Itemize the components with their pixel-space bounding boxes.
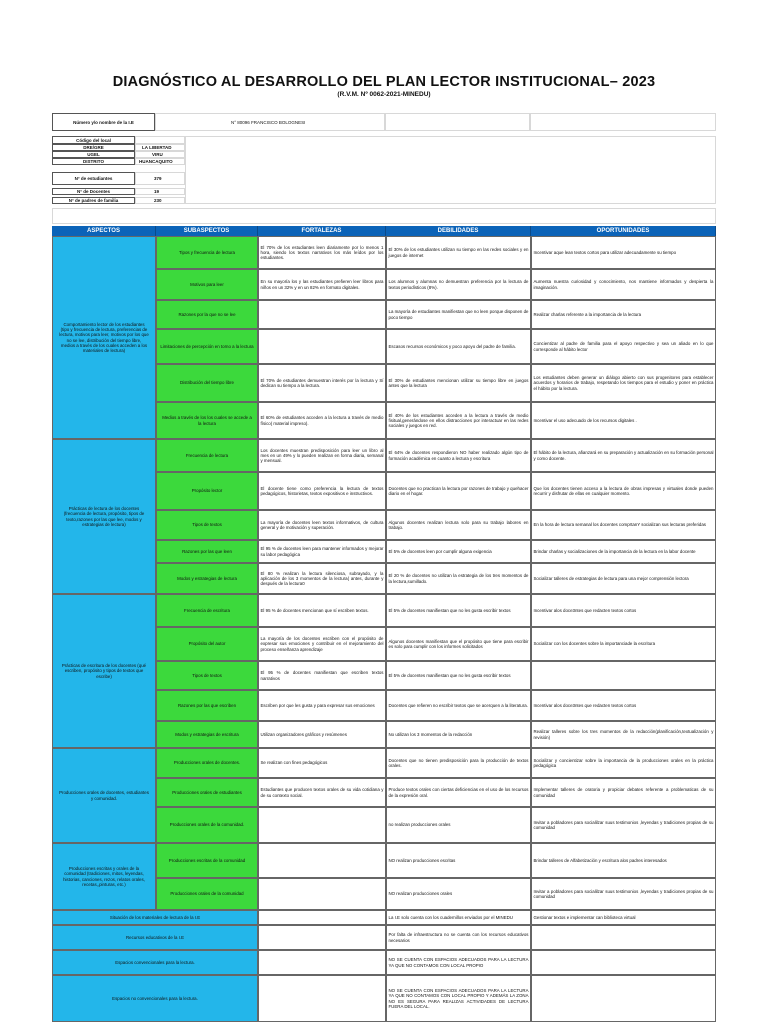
subaspect-cell: Frecuencia de escritura: [156, 594, 258, 627]
oportunidad-cell: Brindar charlas y socializaciones de la importancia de la lectura en la labor docente: [531, 540, 716, 563]
oportunidad-cell: Invitar a pobladores para socialilzar suus testimonios ,leyendas y tradiciones propias de su comunidad: [531, 807, 716, 843]
fortaleza-cell: [258, 300, 386, 329]
fortaleza-cell: El 80 % realizan la lectura silenciosa, subrayado, y la aplicación de los 3 momentos de la lectura( antes, durante y después de la lectura0: [258, 563, 386, 594]
fortaleza-cell: [258, 975, 386, 1022]
fortaleza-cell: El 60% de estudiantes acceden a la lectura a través de medio físico( material impreso).: [258, 402, 386, 439]
padres-label: N° de padres de familia: [52, 197, 135, 204]
oportunidad-cell: Gestionar textos e implementar can biblioteca virtual: [531, 910, 716, 925]
fortaleza-cell: [258, 807, 386, 843]
oportunidad-cell: Concientizar al padre de familia para el apoyo respectivo y sea un aliado en lo que corresponde al hábito lector: [531, 329, 716, 364]
header-debilidades: DEBILIDADES: [386, 226, 531, 236]
dre-value: LA LIBERTAD: [135, 144, 185, 151]
debilidad-cell: El 64% de docentes respondieron NO haber realizado algún tipo de formación académica en cuanto a lectura y escritura: [386, 439, 531, 472]
debilidad-cell: La mayoría de estudiantes manifiestan que no leen porque disponen de poco tiempo: [386, 300, 531, 329]
debilidad-cell: El 5% de docentes manifiestan que no les gusta escribir textos: [386, 594, 531, 627]
debilidad-cell: NO SE CUENTA CON ESPACIOS ADECUADOS PARA LA LECTURA YA QUE NO CONTAMOS CON LOCAL PROPIO Y ADEMÁS LA ZONA NO ES SEGURA PARA REALIZAS ACTIVIDADES DE LECTURA FUERA DEL LOCAL.: [386, 975, 531, 1022]
fortaleza-cell: [258, 843, 386, 878]
debilidad-cell: Por falta de infraestructura no se cuenta con los recursos educativos necesarios: [386, 925, 531, 950]
wide-aspect-cell: Recursos educativos de la I.E: [52, 925, 258, 950]
subaspect-cell: Frecuencia de lectura: [156, 439, 258, 472]
distrito-value: HUANCAQUITO: [135, 158, 185, 165]
dre-label: DRE/GRE: [52, 144, 135, 151]
ugel-value: VIRU: [135, 151, 185, 158]
debilidad-cell: El 40% de los estudiantes acceden a la lectura a través de medio fisitual,generándose en ellos distracciones por interactuar en las redes sociales y juegos en red.: [386, 402, 531, 439]
docentes-label: N° de Docentes: [52, 188, 135, 195]
oportunidad-cell: Invitar a pobladores para socialilzar suus testimonios ,leyendas y tradiciones propias de su comunidad: [531, 878, 716, 910]
debilidad-cell: El 5% de docentes leen por cumplir alguna exigencia: [386, 540, 531, 563]
subaspect-cell: Limitaciones de percepción en torno a la lectura: [156, 329, 258, 364]
document-subtitle: (R.V.M. Nº 0062-2021-MINEDU): [337, 91, 431, 98]
debilidad-cell: Algunos docentes manifiestan que el propósito que tiene para escribir es solo para cumplir con los informes solicitados: [386, 627, 531, 661]
oportunidad-cell: [531, 925, 716, 950]
subaspect-cell: Razones por las que leen: [156, 540, 258, 563]
subaspect-cell: Producciones escritas de la comunidad: [156, 843, 258, 878]
debilidad-cell: Docentes que refieren no escribir textos que se acerquen a la literatura.: [386, 690, 531, 721]
oportunidad-cell: Incentivar alos doce3ntes que redacten textos cortos: [531, 594, 716, 627]
debilidad-cell: NO realizan producciones orales: [386, 878, 531, 910]
oportunidad-cell: [531, 950, 716, 975]
fortaleza-cell: Se realizan con fines pedagógicos: [258, 748, 386, 778]
oportunidad-cell: Implementar talleres de oratoria y propiciar debates referente a problematicas de su comunidad: [531, 778, 716, 807]
aspect-cell: Producciones escritas y orales de la comunidad (tradiciones, mitos, leyendas, historias, canciones, rezos, relatos orales, recetas,,pinturas, etc.): [52, 843, 156, 910]
fortaleza-cell: La mayoría de los docentes escriben con el propósito de expresar sus emociones y contribuir en el mejoramiento del proceso enseñanza aprendizaje: [258, 627, 386, 661]
header-subaspectos: SUBASPECTOS: [156, 226, 258, 236]
header-oportunidades: OPORTUNIDADES: [531, 226, 716, 236]
oportunidad-cell: El hábito de la lectura, afianzará en su preparación y actualización en su formación personal y como docente.: [531, 439, 716, 472]
ugel-label: UGEL: [52, 151, 135, 158]
wide-aspect-cell: Espacios no convencionales para la lectura.: [52, 975, 258, 1022]
debilidad-cell: El 30% de los estudiantes utilizan su tiempo en las redes sociales y en juegos de internet: [386, 236, 531, 269]
estudiantes-value: 379: [135, 172, 185, 185]
debilidad-cell: Algunos docentes realizan lectura solo para su trabajo labores en trabajo.: [386, 510, 531, 540]
subaspect-cell: Motivos para leer: [156, 269, 258, 300]
header-fortalezas: FORTALEZAS: [258, 226, 386, 236]
debilidad-cell: El 30% de estudiantes mencionan utilizar su tiempo libre en juegos antes que la lectura: [386, 364, 531, 402]
ie-value: N° 80096 FRANCISCO BOLOGNESI: [155, 113, 385, 131]
subaspect-cell: Producciones orales de estudiantes: [156, 778, 258, 807]
debilidad-cell: El 20 % de docentes no utilizan la estrategia de los tres momentos de la lectura,sumillado.: [386, 563, 531, 594]
subaspect-cell: Modos y estrategias de escritura: [156, 721, 258, 748]
debilidad-cell: No utilizan los 3 momentos de la redacción: [386, 721, 531, 748]
wide-aspect-cell: Espacios convencionales para la lectura.: [52, 950, 258, 975]
fortaleza-cell: [258, 910, 386, 925]
subaspect-cell: Producciones orales de la comunidad.: [156, 807, 258, 843]
subaspect-cell: Tipos de textos: [156, 510, 258, 540]
fortaleza-cell: En su mayoría los y las estudiantes prefieren leer libros para niños en un 32% y en un 82% en formato digitales.: [258, 269, 386, 300]
wide-aspect-cell: Situación de los materiales de lectura de la I.E: [52, 910, 258, 925]
subaspect-cell: Propósito lector: [156, 472, 258, 510]
subaspect-cell: Producciones orales de la comunidad: [156, 878, 258, 910]
aspect-cell: Prácticas de escritura de los docentes (qué escriben, propósito y tipos de textos que escribe): [52, 594, 156, 748]
debilidad-cell: La I.E solo cuenta con los cuadernillos enviados por el MINEDU: [386, 910, 531, 925]
fortaleza-cell: El 95 % de docentes leen para mantener informados y mejorar su labor pedagógica: [258, 540, 386, 563]
subaspect-cell: Modos y estrategias de lectura: [156, 563, 258, 594]
fortaleza-cell: El docente tiene como preferencia la lectura de textos pedagógicos, historietas, textos expositivos e instructivos.: [258, 472, 386, 510]
oportunidad-cell: Incentivar el uso adecuado de los recursos digitales .: [531, 402, 716, 439]
debilidad-cell: NO SE CUENTA CON ESPACIOS ADECUADOS PARA LA LECTURA YA QUE NO CONTAMOS CON LOCAL PROPIO: [386, 950, 531, 975]
estudiantes-label: N° de estudiantes: [52, 172, 135, 185]
info-empty-grid: [185, 136, 716, 204]
oportunidad-cell: En la hora de lectura semanal los docentes comprtanY socializan sus lecturas preferidas: [531, 510, 716, 540]
oportunidad-cell: Incentivar alos doce3ntes que redacten textos cortos: [531, 690, 716, 721]
debilidad-cell: Escasos recursos económicos y poco apoyo del padre de familia.: [386, 329, 531, 364]
aspect-cell: Producciones orales de docentes, estudiantes y comunidad.: [52, 748, 156, 843]
aspect-cell: Comportamiento lector de los estudiantes (tipo y frecuencia de lectura, preferencias de lectura, motivos para leer, motivos por los que no se lee, distribución del tiempo libre, medios a través de los cuales acceden a los materiales de lectura): [52, 236, 156, 439]
fortaleza-cell: La mayoría de docentes leen textos informativos, de cultura general y de motivación y superación.: [258, 510, 386, 540]
subaspect-cell: Distribución del tiempo libre: [156, 364, 258, 402]
subaspect-cell: Tipos y frecuencia de lectura: [156, 236, 258, 269]
debilidad-cell: Docentes que no tienen predisposición para la producción de textos orales.: [386, 748, 531, 778]
local-value: [135, 136, 185, 144]
ie-label: Número y/o nombre de la I.E: [52, 113, 155, 131]
subaspect-cell: Tipos de textos: [156, 661, 258, 690]
subaspect-cell: Razones por las que escriben: [156, 690, 258, 721]
oportunidad-cell: Que los docentes tienen acceso a la lectura de obras impresas y virtuales donde pueden recurrir y disfrutar de ellas en cualquier momento.: [531, 472, 716, 510]
aspect-cell: Prácticas de lectura de los docentes (frecuencia de lectura, propósito, tipos de texto,razones por las que lee, modos y estrategias de lectura): [52, 439, 156, 594]
fortaleza-cell: El 95 % de docentes mencionan que sí escriben textos.: [258, 594, 386, 627]
local-label: Código del local: [52, 136, 135, 144]
oportunidad-cell: Los estudiantes deben generar un diálogo abierto con sus progenitores para establecer acuerdos y horarios de trabajo, respetando los tiempos para el estudio y poner en práctica el hábito por la lectura.: [531, 364, 716, 402]
padres-value: 230: [135, 197, 185, 204]
fortaleza-cell: El 70% de los estudiantes leen diariamente por lo menos 1 hora, siendo los textos narrativos los más leídos por los estudiantes.: [258, 236, 386, 269]
fortaleza-cell: El 70% de estudiantes demuestran interés por la lectura y Sí dedican su tiempo a la lectura.: [258, 364, 386, 402]
oportunidad-cell: Aumenta nuestra curiosidad y conocimiento, nos mantiene informados y despierta la imaginación.: [531, 269, 716, 300]
oportunidad-cell: Realizar charlas referente a la importancia de la lectura: [531, 300, 716, 329]
oportunidad-cell: Incentivar aque lean textos cortos para utilizar adecuadamente su tiempo: [531, 236, 716, 269]
fortaleza-cell: Escriben por que les gusta y para expresar sus emociones: [258, 690, 386, 721]
document-title: DIAGNÓSTICO AL DESARROLLO DEL PLAN LECTOR INSTITUCIONAL– 2023: [112, 74, 656, 90]
ie-empty-cell: [385, 113, 530, 131]
debilidad-cell: El 5% de docentes manifiestan que no les gusta escribir textos: [386, 661, 531, 690]
debilidad-cell: no realizan producciones orales: [386, 807, 531, 843]
debilidad-cell: Produce textos orales con ciertas deficiencias en el uso de los recursos de la expresión oral.: [386, 778, 531, 807]
subaspect-cell: Propósito del autor: [156, 627, 258, 661]
fortaleza-cell: Estudiantes que producen textos orales de su vida cotidiana y de su contexto social.: [258, 778, 386, 807]
subaspect-cell: Razones por la que no se lee: [156, 300, 258, 329]
header-aspectos: ASPECTOS: [52, 226, 156, 236]
oportunidad-cell: Socializar con los docentes sobre la importanciade la escritura: [531, 627, 716, 661]
fortaleza-cell: El 95 % de docentes manifiestan que escriben textos narrativos: [258, 661, 386, 690]
fortaleza-cell: [258, 329, 386, 364]
distrito-label: DISTRITO: [52, 158, 135, 165]
fortaleza-cell: [258, 950, 386, 975]
oportunidad-cell: Socializar talleres de estrategias de lectura para una mejor comprensión lectora: [531, 563, 716, 594]
debilidad-cell: Docentes que no practican la lectura por razones de trabajo y quehacer diario en el hogar.: [386, 472, 531, 510]
fortaleza-cell: Utilizan organizadores gráficos y resúmenes: [258, 721, 386, 748]
docentes-value: 19: [135, 188, 185, 195]
oportunidad-cell: Socializar y concientizar sobre la importancia de la producciones orales en la práctica pedagógica: [531, 748, 716, 778]
fortaleza-cell: Los docentes muestran predisposición para leer un libro al mes en un 49% y lo pueden realizan en forma diaria, semanal y mensual.: [258, 439, 386, 472]
subaspect-cell: Medios a través de los los cuales se accede a la lectura: [156, 402, 258, 439]
oportunidad-cell: [531, 975, 716, 1022]
debilidad-cell: NO realizan producciones escritas: [386, 843, 531, 878]
oportunidad-cell: [531, 661, 716, 690]
spacer-grid: [52, 208, 716, 224]
fortaleza-cell: [258, 878, 386, 910]
ie-empty-cell: [530, 113, 716, 131]
oportunidad-cell: Brindar talleres de Alfabetización y escritura alos padres interesados: [531, 843, 716, 878]
fortaleza-cell: [258, 925, 386, 950]
subaspect-cell: Producciones orales de docentes.: [156, 748, 258, 778]
debilidad-cell: Los alumnos y alumnas no demuestran preferencia por la lectura de textos periodísticos (8%).: [386, 269, 531, 300]
oportunidad-cell: Realizar talleres sobre los tres momentos de la redacción(planificación,textualización y revisión): [531, 721, 716, 748]
